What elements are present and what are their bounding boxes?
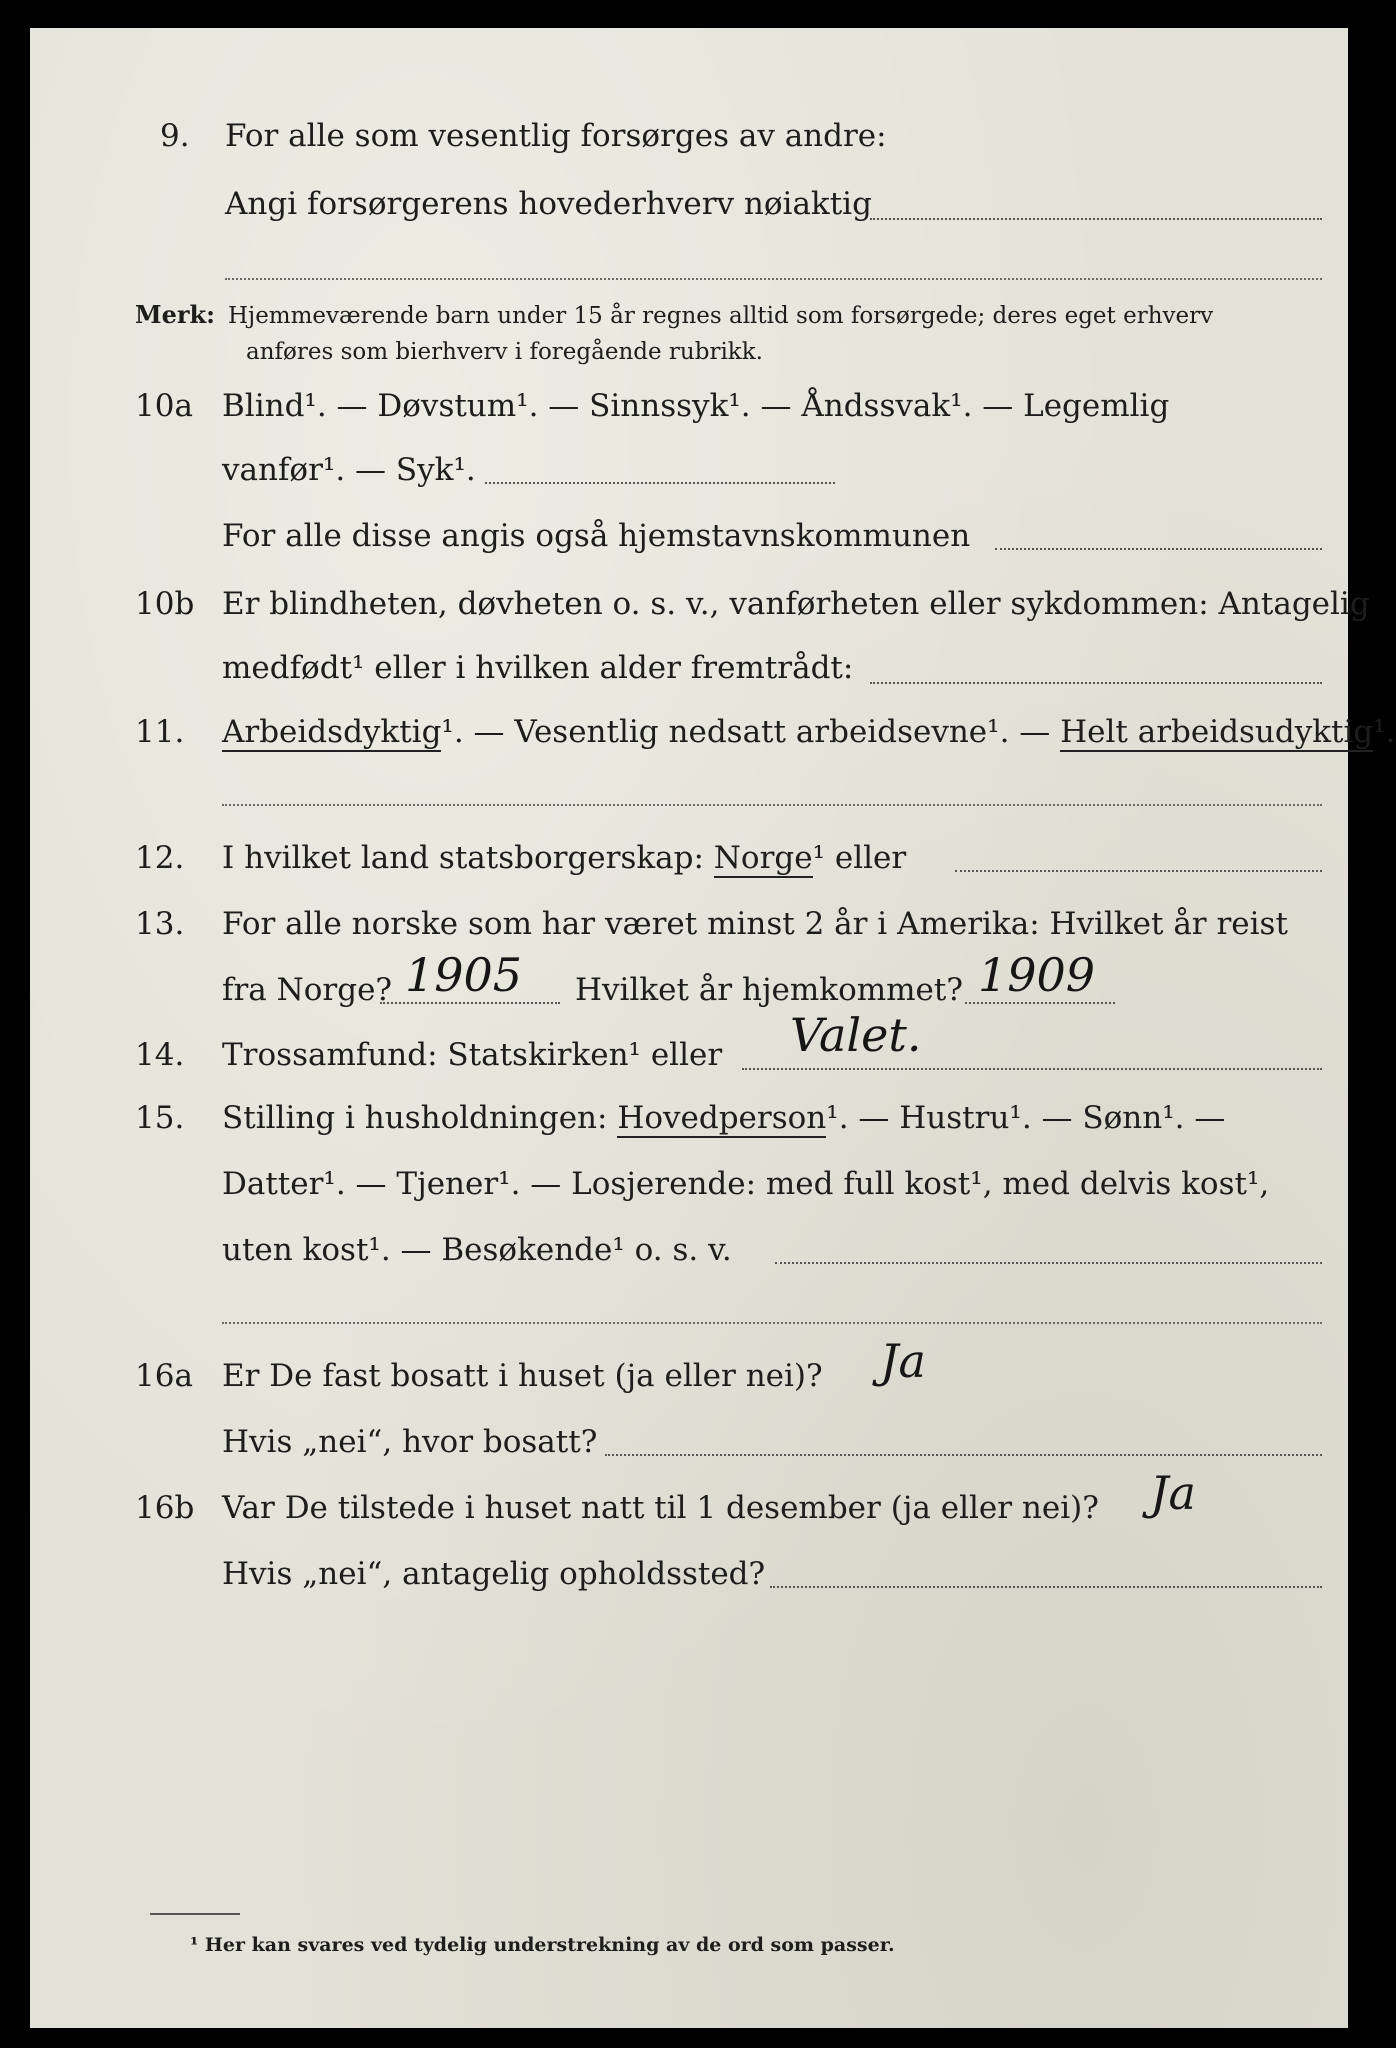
q15-option-hovedperson: Hovedperson [617,1100,827,1136]
q12-pre: I hvilket land statsborgerskap: [222,840,714,876]
q10a-answer-line [485,482,835,484]
q15-answer-line [775,1262,1322,1264]
q12-answer-line [955,870,1322,872]
q14-answer-line [742,1068,1322,1070]
q12-line [222,838,906,878]
q9-extra-line [225,278,1322,280]
census-form-page [30,28,1396,2028]
q16b-answer: Ja [1150,1466,1196,1520]
q15-line2: Datter¹. — Tjener¹. — Losjerende: med full kost¹, med delvis kost¹, [222,1166,1270,1202]
q11-option-arbeidsdyktig: Arbeidsdyktig [222,714,442,750]
q16a-number: 16a [135,1358,193,1394]
q16b-line1: Var De tilstede i huset natt til 1 desember (ja eller nei)? [222,1490,1099,1526]
q16a-line2: Hvis „nei“, hvor bosatt? [222,1424,598,1460]
q9-answer-line [870,218,1322,220]
q13-answer2-line [965,1002,1115,1004]
q15-line3: uten kost¹. — Besøkende¹ o. s. v. [222,1232,732,1268]
q12-number: 12. [135,840,185,876]
q11-middle: ¹. — Vesentlig nedsatt arbeidsevne¹. — [441,714,1061,750]
q14-number: 14. [135,1037,185,1073]
q13-answer1-line [380,1002,560,1004]
q11-end: ¹. [1373,714,1396,750]
q16b-line2: Hvis „nei“, antagelig opholdssted? [222,1556,766,1592]
q10a-line3: For alle disse angis også hjemstavnskommunen [222,518,971,554]
q11-line [222,712,1396,752]
q16a-answer-line [605,1454,1322,1456]
q10a-number: 10a [135,388,193,424]
merk-label: Merk: [135,300,215,329]
q13-line1: For alle norske som har været minst 2 år i Amerika: Hvilket år reist [222,906,1288,942]
q11-option-helt-arbeidsudyktig: Helt arbeidsudyktig [1060,714,1374,750]
q15-number: 15. [135,1100,185,1136]
merk-line1: Hjemmeværende barn under 15 år regnes alltid som forsørgede; deres eget erhverv [228,303,1214,329]
q10a-line1: Blind¹. — Døvstum¹. — Sinnssyk¹. — Åndssvak¹. — Legemlig [222,388,1170,424]
q15-pre: Stilling i husholdningen: [222,1100,618,1136]
q16a-line1: Er De fast bosatt i huset (ja eller nei)? [222,1358,823,1394]
q13-answer-year-hjemkommet: 1909 [978,948,1096,1002]
q14-answer-trossamfund: Valet. [790,1008,922,1062]
q16b-number: 16b [135,1490,195,1526]
q10a-line2: vanfør¹. — Syk¹. [222,452,476,488]
q9-number: 9. [160,118,190,154]
q12-post: ¹ eller [812,840,907,876]
q10b-line2: medfødt¹ eller i hvilken alder fremtrådt: [222,650,854,686]
q16b-answer-line [770,1586,1322,1588]
q13-answer-year-reist: 1905 [405,948,523,1002]
q10b-number: 10b [135,586,195,622]
q9-line1: For alle som vesentlig forsørges av andre: [225,118,887,154]
footnote: ¹ Her kan svares ved tydelig understrekning av de ord som passer. [190,1934,895,1956]
q15-line1 [222,1098,1225,1138]
q11-extra-line [222,804,1322,806]
q14-line: Trossamfund: Statskirken¹ eller [222,1037,723,1073]
q16a-answer: Ja [880,1334,926,1388]
q10b-line1: Er blindheten, døvheten o. s. v., vanførheten eller sykdommen: Antagelig [222,586,1370,622]
q15-post: ¹. — Hustru¹. — Sønn¹. — [826,1100,1226,1136]
q10b-answer-line [870,682,1322,684]
footnote-rule [150,1913,240,1915]
q12-option-norge: Norge [713,840,813,876]
merk-line2: anføres som bierhverv i foregående rubrikk. [246,339,763,365]
q13-line2b: Hvilket år hjemkommet? [575,972,963,1008]
q15-extra-line [222,1322,1322,1324]
q9-line2: Angi forsørgerens hovederhverv nøiaktig [225,186,872,222]
q11-number: 11. [135,714,185,750]
q13-line2a: fra Norge? [222,972,393,1008]
q10a-kommune-line [995,548,1322,550]
q13-number: 13. [135,906,185,942]
